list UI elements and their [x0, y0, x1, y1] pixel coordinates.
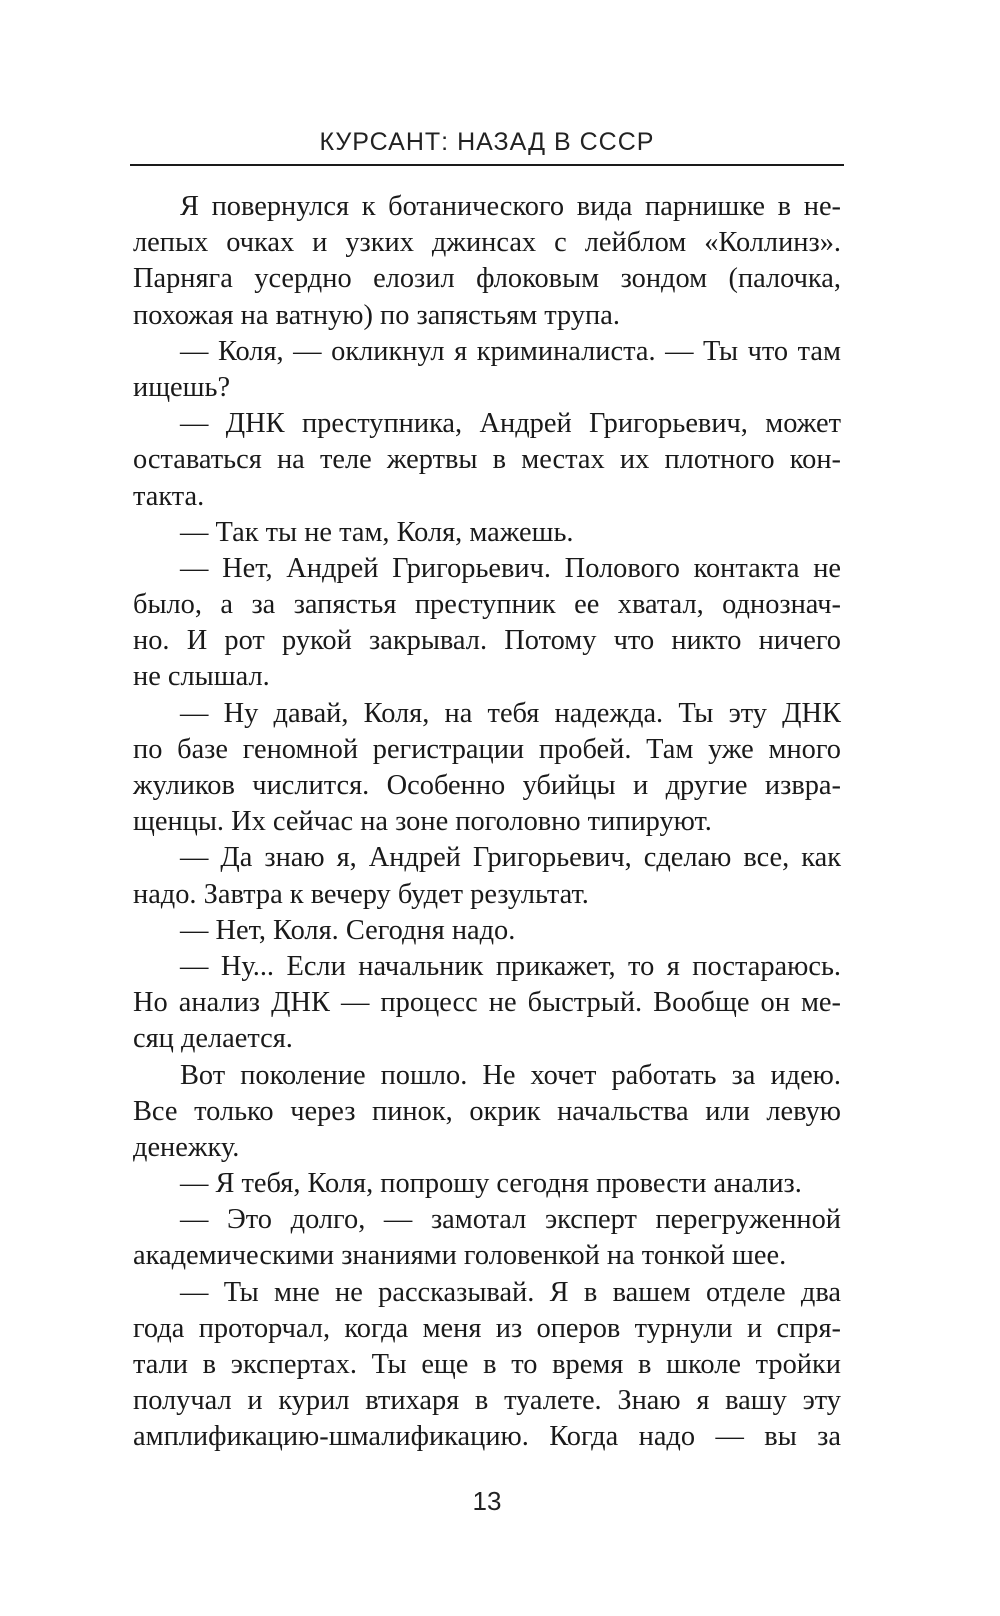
text-line: Но анализ ДНК — процесс не быстрый. Вообще он ме-: [133, 987, 841, 1019]
header-rule: [130, 164, 844, 166]
text-line: получал и курил втихаря в туалете. Знаю я вашу эту: [133, 1385, 841, 1417]
text-line: оставаться на теле жертвы в местах их плотного кон-: [133, 444, 841, 476]
text-line: было, а за запястья преступник ее хватал, однознач-: [133, 589, 841, 621]
page-body: [133, 189, 841, 1456]
text-line: Все только через пинок, окрик начальства или левую: [133, 1095, 841, 1127]
text-line: денежку.: [133, 1131, 240, 1163]
text-line: — Это долго, — замотал эксперт перегруженной: [180, 1204, 841, 1236]
text-line: но. И рот рукой закрывал. Потому что никто ничего: [133, 625, 841, 657]
text-line: тали в экспертах. Ты еще в то время в школе тройки: [133, 1349, 841, 1380]
text-line: — Ну... Если начальник прикажет, то я постараюсь.: [180, 950, 841, 982]
page-number: 13: [472, 1486, 502, 1516]
text-line: не слышал.: [133, 661, 270, 693]
text-line: по базе геномной регистрации пробей. Там уже много: [133, 733, 841, 765]
text-line: академическими знаниями головенкой на тонкой шее.: [133, 1240, 787, 1272]
text-line: — ДНК преступника, Андрей Григорьевич, может: [180, 408, 841, 440]
text-line: — Так ты не там, Коля, мажешь.: [180, 516, 574, 548]
text-line: похожая на ватную) по запястьям трупа.: [133, 299, 620, 331]
text-line: года проторчал, когда меня из оперов турнули и спря-: [133, 1312, 841, 1344]
text-line: — Нет, Андрей Григорьевич. Полового контакта не: [180, 552, 841, 584]
text-line: щенцы. Их сейчас на зоне поголовно типируют.: [133, 806, 712, 838]
text-line: — Ты мне не рассказывай. Я в вашем отделе два: [180, 1276, 841, 1308]
text-line: — Да знаю я, Андрей Григорьевич, сделаю все, как: [180, 842, 841, 874]
text-line: сяц делается.: [133, 1023, 293, 1055]
text-line: лепых очках и узких джинсах с лейблом «Коллинз».: [133, 227, 841, 259]
text-line: надо. Завтра к вечеру будет результат.: [133, 878, 589, 910]
text-line: Вот поколение пошло. Не хочет работать за идею.: [180, 1059, 841, 1091]
text-line: жуликов числится. Особенно убийцы и другие извра-: [133, 770, 841, 801]
running-title: КУРСАНТ: НАЗАД В СССР: [319, 128, 655, 156]
text-line: ищешь?: [133, 371, 231, 403]
text-line: амплификацию-шмалификацию. Когда надо — вы за: [133, 1421, 841, 1453]
text-line: — Нет, Коля. Сегодня надо.: [180, 914, 516, 946]
text-line: Я повернулся к ботанического вида парнишке в не-: [180, 191, 841, 222]
text-line: — Ну давай, Коля, на тебя надежда. Ты эту ДНК: [180, 697, 841, 729]
text-line: — Коля, — окликнул я криминалиста. — Ты что там: [180, 335, 841, 367]
text-line: — Я тебя, Коля, попрошу сегодня провести анализ.: [180, 1168, 802, 1200]
text-line: такта.: [133, 480, 205, 512]
text-line: Парняга усердно елозил флоковым зондом (палочка,: [133, 263, 841, 295]
